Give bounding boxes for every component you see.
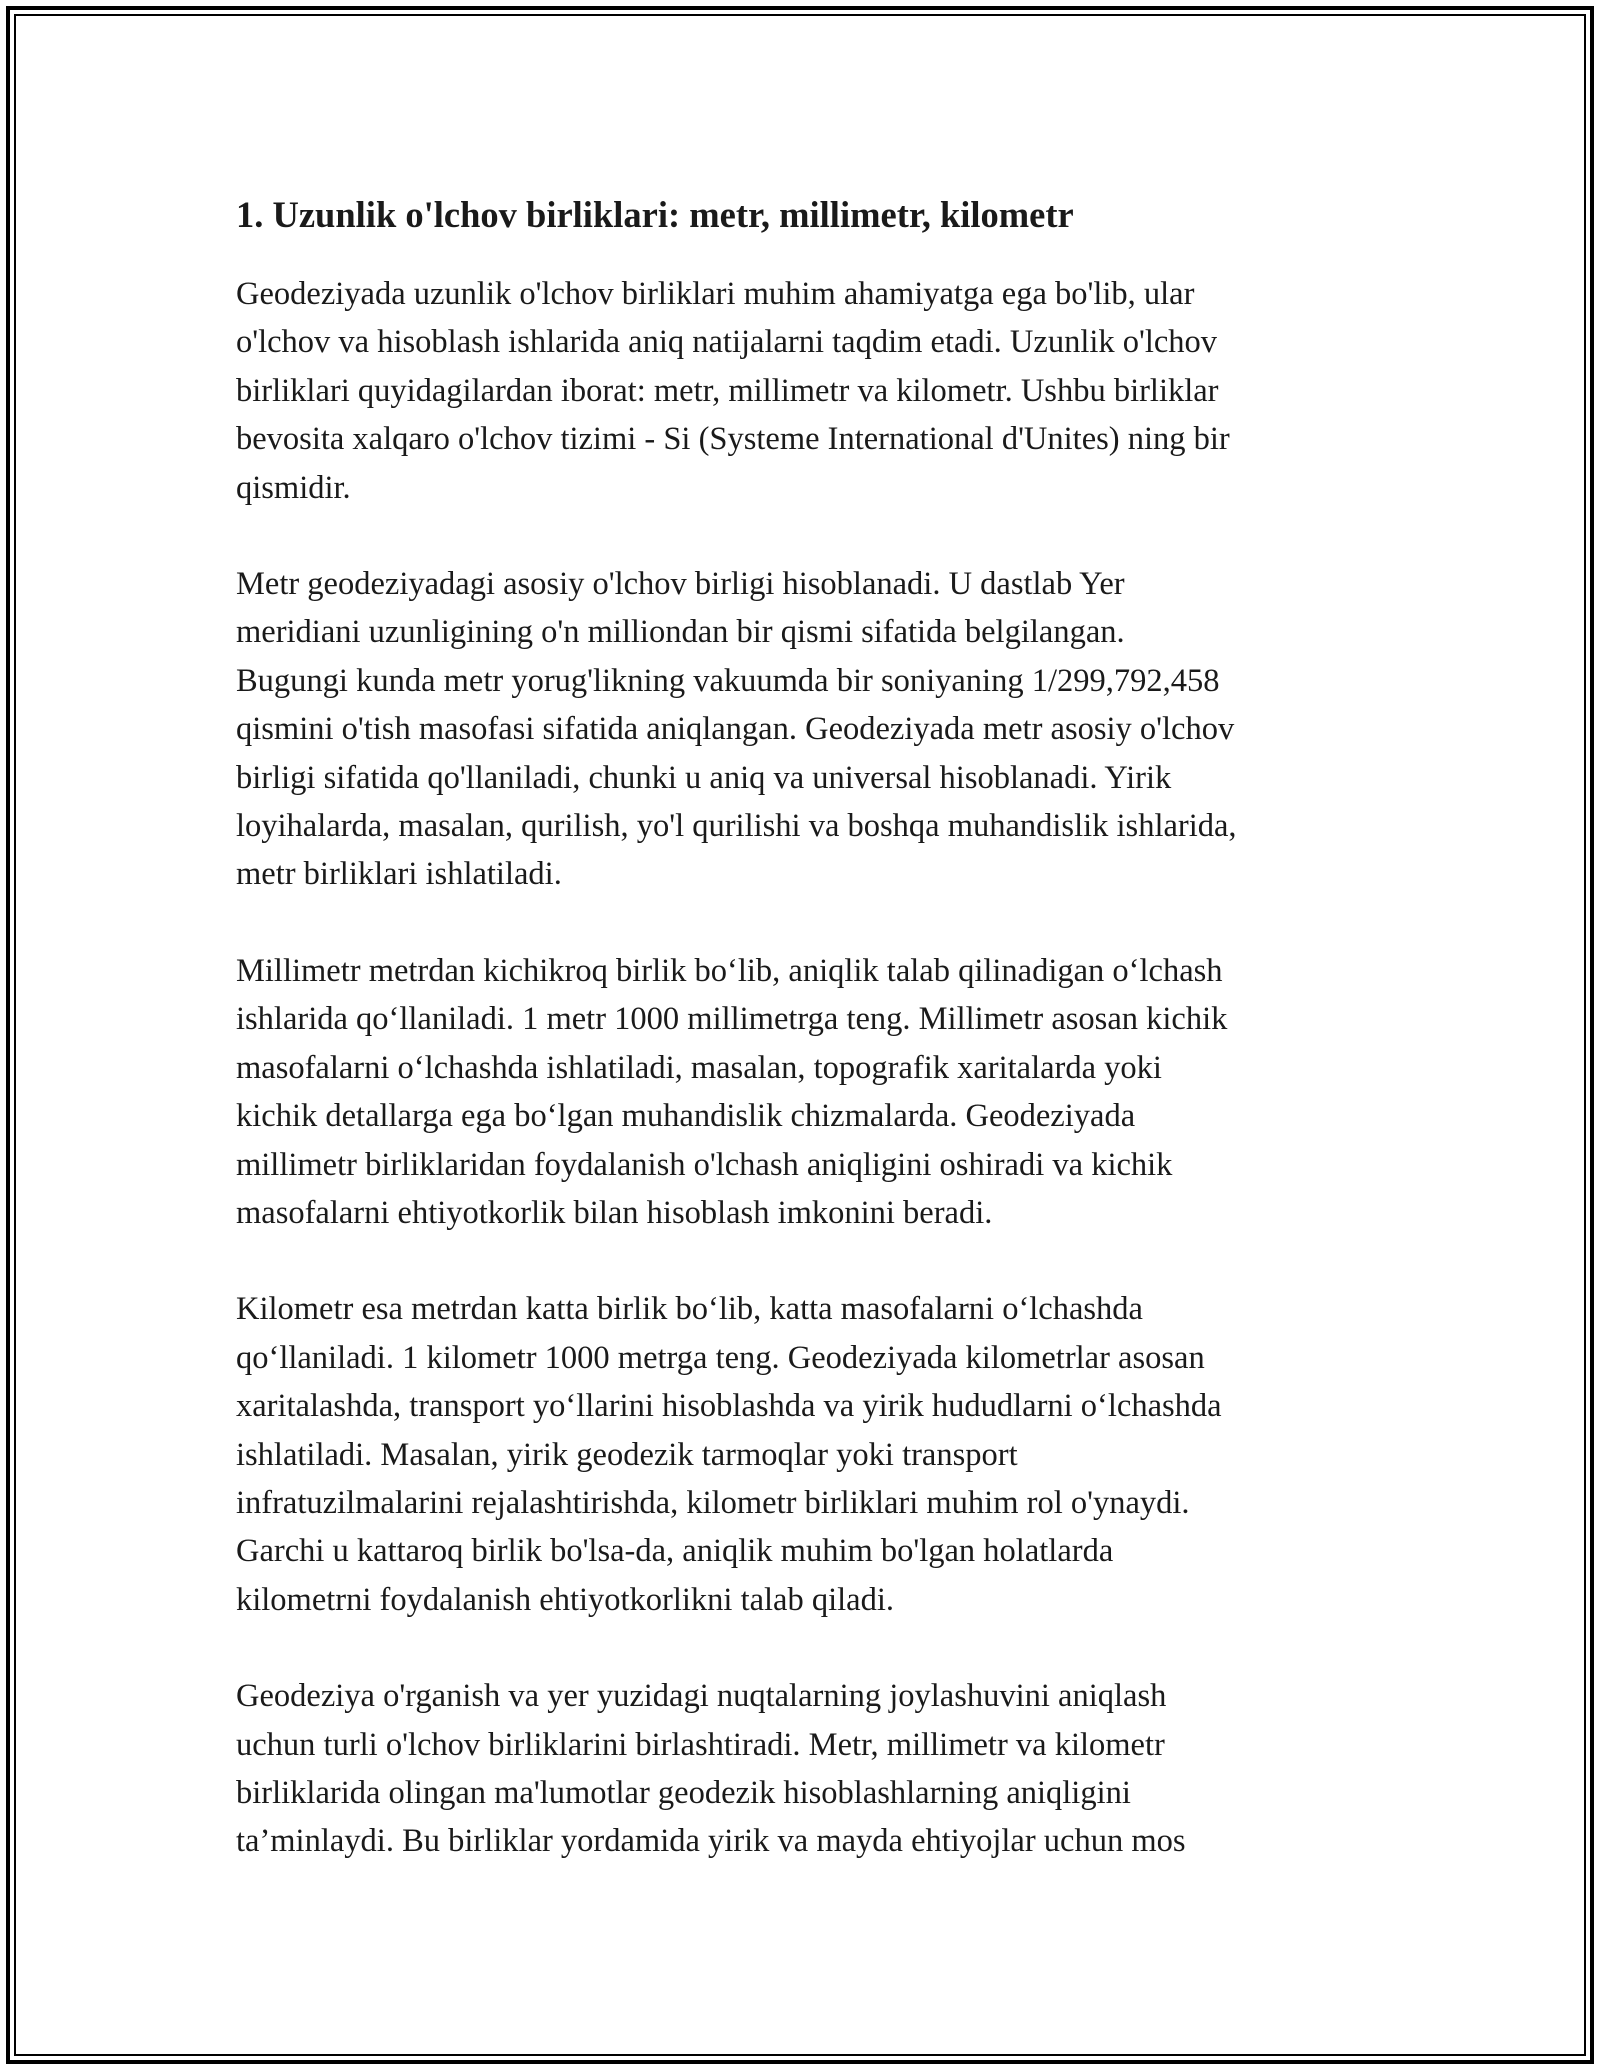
text-line: Bugungi kunda metr yorug'likning vakuumda bir soniyaning 1/299,792,458: [236, 662, 1220, 699]
text-line: kilometrni foydalanish ehtiyotkorlikni talab qiladi.: [236, 1581, 894, 1618]
paragraph-metr: [236, 560, 1366, 899]
section-heading: 1. Uzunlik o'lchov birliklari: metr, millimetr, kilometr: [236, 194, 1074, 235]
paragraph-conclusion: [236, 1672, 1366, 1866]
text-line: qismidir.: [236, 469, 351, 506]
text-line: birligi sifatida qo'llaniladi, chunki u aniq va universal hisoblanadi. Yirik: [236, 759, 1172, 796]
text-line: masofalarni o‘lchashda ishlatiladi, masalan, topografik xaritalarda yoki: [236, 1049, 1162, 1086]
text-line: ishlarida qo‘llaniladi. 1 metr 1000 millimetrga teng. Millimetr asosan kichik: [236, 1001, 1228, 1038]
text-line: birliklarida olingan ma'lumotlar geodezik hisoblashlarning aniqligini: [236, 1774, 1131, 1811]
text-line: metr birliklari ishlatiladi.: [236, 856, 562, 893]
text-line: o'lchov va hisoblash ishlarida aniq natijalarni taqdim etadi. Uzunlik o'lchov: [236, 324, 1218, 361]
text-line: millimetr birliklaridan foydalanish o'lchash aniqligini oshiradi va kichik: [236, 1146, 1173, 1183]
text-line: Geodeziya o'rganish va yer yuzidagi nuqtalarning joylashuvini aniqlash: [236, 1678, 1167, 1715]
text-line: qo‘llaniladi. 1 kilometr 1000 metrga teng. Geodeziyada kilometrlar asosan: [236, 1339, 1205, 1376]
text-line: qismini o'tish masofasi sifatida aniqlangan. Geodeziyada metr asosiy o'lchov: [236, 711, 1235, 748]
text-line: ta’minlaydi. Bu birliklar yordamida yirik va mayda ehtiyojlar uchun mos: [236, 1823, 1186, 1860]
text-line: infratuzilmalarini rejalashtirishda, kilometr birliklari muhim rol o'ynaydi.: [236, 1484, 1190, 1521]
text-line: Millimetr metrdan kichikroq birlik bo‘lib, aniqlik talab qilinadigan o‘lchash: [236, 952, 1223, 989]
text-line: uchun turli o'lchov birliklarini birlashtiradi. Metr, millimetr va kilometr: [236, 1726, 1165, 1763]
text-line: Metr geodeziyadagi asosiy o'lchov birligi hisoblanadi. U dastlab Yer: [236, 566, 1125, 603]
text-line: loyihalarda, masalan, qurilish, yo'l qurilishi va boshqa muhandislik ishlarida,: [236, 808, 1237, 845]
text-line: kichik detallarga ega bo‘lgan muhandislik chizmalarda. Geodeziyada: [236, 1098, 1136, 1135]
text-line: birliklari quyidagilardan iborat: metr, millimetr va kilometr. Ushbu birliklar: [236, 372, 1219, 409]
text-line: xaritalashda, transport yo‘llarini hisoblashda va yirik hududlarni o‘lchashda: [236, 1388, 1222, 1425]
paragraph-millimetr: [236, 947, 1366, 1237]
text-line: Geodeziyada uzunlik o'lchov birliklari muhim ahamiyatga ega bo'lib, ular: [236, 276, 1195, 312]
text-line: Kilometr esa metrdan katta birlik bo‘lib, katta masofalarni o‘lchashda: [236, 1291, 1143, 1328]
text-line: meridiani uzunligining o'n milliondan bir qismi sifatida belgilangan.: [236, 614, 1125, 651]
text-line: masofalarni ehtiyotkorlik bilan hisoblash imkonini beradi.: [236, 1194, 993, 1231]
paragraph-kilometr: [236, 1285, 1366, 1624]
text-line: Garchi u kattaroq birlik bo'lsa-da, aniqlik muhim bo'lgan holatlarda: [236, 1533, 1114, 1570]
document-body: [236, 188, 1366, 1914]
text-line: bevosita xalqaro o'lchov tizimi - Si (Systeme International d'Unites) ning bir: [236, 421, 1230, 458]
paragraph-intro: [236, 270, 1366, 512]
text-line: ishlatiladi. Masalan, yirik geodezik tarmoqlar yoki transport: [236, 1436, 1018, 1473]
